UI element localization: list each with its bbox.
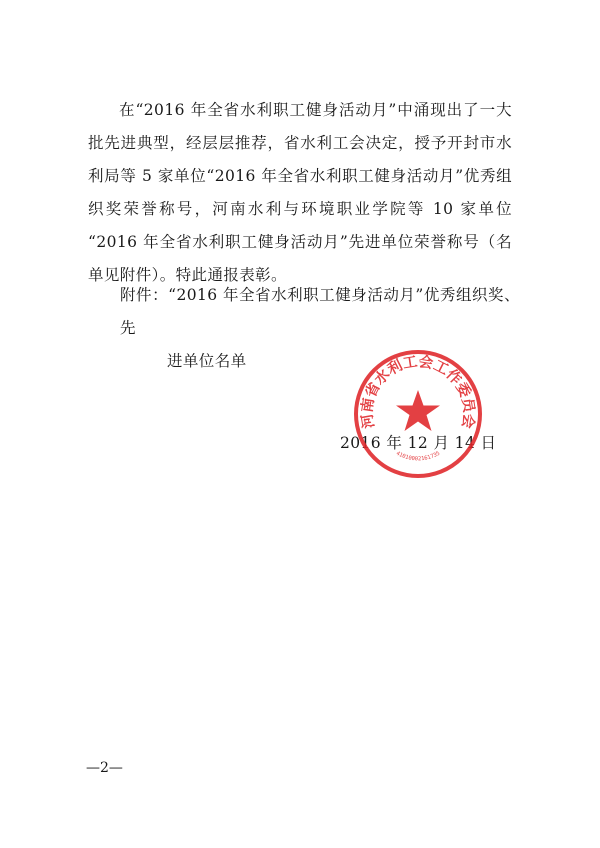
- seal-star-icon: [396, 390, 440, 431]
- official-seal: [352, 348, 484, 480]
- svg-text:41010002161735: [395, 451, 441, 463]
- seal-text: 河南省水利工会工作委员会: [359, 354, 477, 430]
- page-number: —2—: [86, 760, 123, 776]
- attachment-text-line2: 进单位名单: [167, 352, 247, 370]
- seal-serial: 41010002161735: [394, 450, 442, 463]
- document-date: 2016 年 12 月 14 日: [340, 434, 497, 452]
- attachment-label: 附件：: [120, 286, 169, 304]
- attachment-text-line1: “2016 年全省水利职工健身活动月”优秀组织奖、先: [120, 286, 520, 337]
- body-paragraph: 在“2016 年全省水利职工健身活动月”中涌现出了一大批先进典型，经层层推荐，省水利工会决定，授予开封市水利局等 5 家单位“2016 年全省水利职工健身活动月”优秀组织奖荣誉称号，河南水利与环境职业学院等 10 家单位 “2016 年全省水利职工健身活动月”先进单位荣誉称号（名单见附件）。特此通报表彰。: [88, 101, 512, 284]
